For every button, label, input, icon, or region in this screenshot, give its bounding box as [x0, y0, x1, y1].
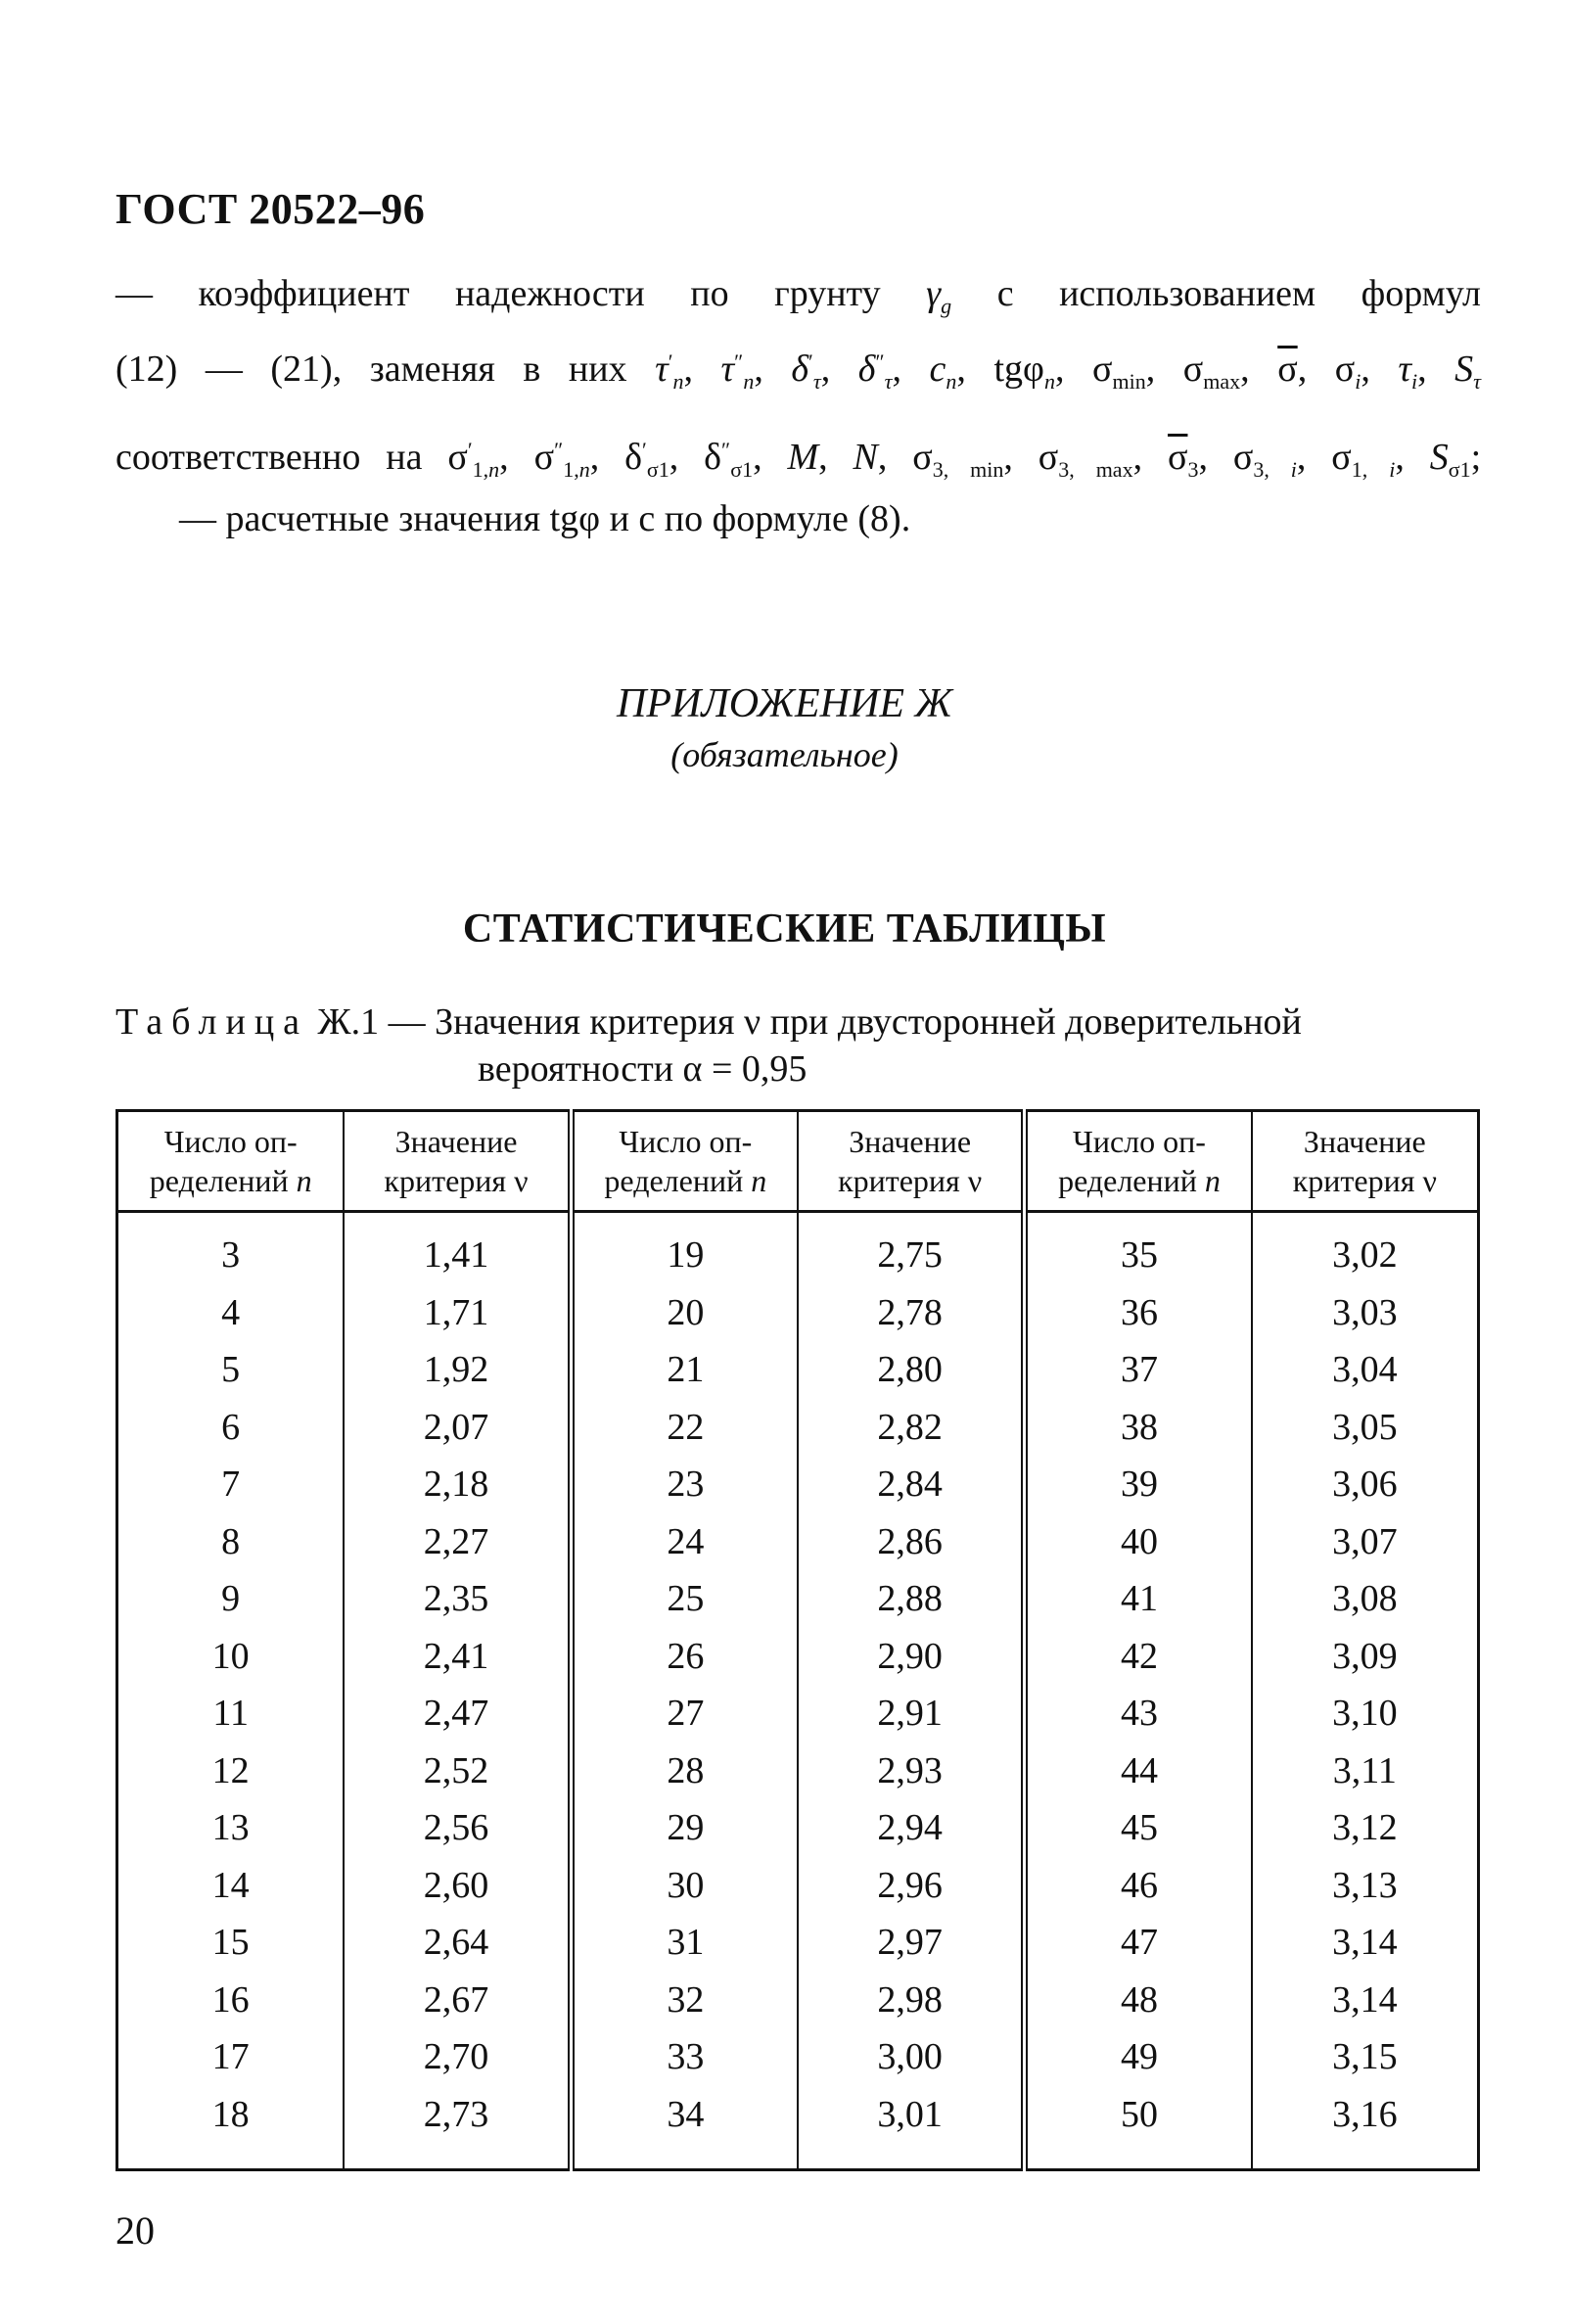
cell-determinations-count: 49	[1025, 2028, 1252, 2086]
table-row	[117, 2028, 1479, 2086]
statistics-table	[115, 1109, 1480, 2171]
cell-determinations-count: 16	[211, 1978, 250, 2021]
cell-determinations-count: 45	[1025, 1799, 1252, 1857]
table-row	[117, 1685, 1479, 1743]
cell-determinations-count: 44	[1025, 1743, 1252, 1800]
paragraph-text: (12) — (21), заменяя в них	[115, 349, 627, 390]
cell-criterion-value: 2,47	[344, 1685, 571, 1743]
cell-determinations-count: 28	[571, 1743, 798, 1800]
cell-determinations-count: 24	[571, 1513, 798, 1571]
cell-determinations-count: 17	[211, 2036, 250, 2078]
paragraph-reliability-coefficient: — коэффициент надежности по грунту $\gamma_g$ с использованием формул	[115, 273, 1482, 318]
table-row	[117, 1799, 1479, 1857]
cell-determinations-count: 27	[571, 1685, 798, 1743]
cell-criterion-value: 2,97	[798, 1914, 1025, 1972]
cell-criterion-value: 2,35	[344, 1570, 571, 1628]
cell-determinations-count: 40	[1025, 1513, 1252, 1571]
paragraph-calculated-values: — расчетные значения tgφ и c по формуле (8).	[179, 498, 911, 539]
cell-determinations-count: 7	[221, 1464, 241, 1506]
cell-criterion-value: 2,60	[344, 1857, 571, 1915]
cell-determinations-count: 29	[571, 1799, 798, 1857]
table-row	[117, 1972, 1479, 2029]
cell-criterion-value: 3,13	[1252, 1857, 1479, 1915]
cell-determinations-count: 46	[1025, 1857, 1252, 1915]
table-header-cell: Значение критерия ν	[1252, 1111, 1479, 1212]
cell-criterion-value: 3,06	[1252, 1456, 1479, 1513]
table-caption-text: Ж.1 — Значения критерия ν при двусторонней доверительной	[317, 1001, 1302, 1043]
cell-criterion-value: 2,07	[344, 1399, 571, 1457]
cell-criterion-value: 2,86	[798, 1513, 1025, 1571]
cell-criterion-value: 3,00	[798, 2028, 1025, 2086]
cell-criterion-value: 2,82	[798, 1399, 1025, 1457]
cell-determinations-count: 21	[571, 1341, 798, 1399]
table-header-cell: Число оп- ределений n	[117, 1111, 345, 1212]
document-header: ГОСТ 20522–96	[115, 185, 426, 233]
cell-determinations-count: 30	[571, 1857, 798, 1915]
cell-criterion-value: 2,70	[344, 2028, 571, 2086]
cell-determinations-count: 25	[571, 1570, 798, 1628]
table-header-cell: Значение критерия ν	[798, 1111, 1025, 1212]
cell-determinations-count: 35	[1025, 1212, 1252, 1284]
cell-criterion-value: 2,67	[344, 1972, 571, 2029]
cell-determinations-count: 14	[211, 1864, 250, 1906]
cell-determinations-count: 10	[211, 1635, 250, 1677]
cell-determinations-count: 36	[1025, 1284, 1252, 1342]
cell-criterion-value: 3,14	[1252, 1972, 1479, 2029]
table-row	[117, 2086, 1479, 2170]
cell-criterion-value: 2,56	[344, 1799, 571, 1857]
cell-determinations-count: 3	[221, 1234, 241, 1277]
cell-criterion-value: 2,18	[344, 1456, 571, 1513]
table-caption-text-line2: вероятности α = 0,95	[478, 1048, 808, 1090]
cell-criterion-value: 2,91	[798, 1685, 1025, 1743]
cell-determinations-count: 38	[1025, 1399, 1252, 1457]
cell-determinations-count: 41	[1025, 1570, 1252, 1628]
table-header-row	[117, 1111, 1479, 1212]
table-row	[117, 1570, 1479, 1628]
cell-criterion-value: 2,96	[798, 1857, 1025, 1915]
cell-criterion-value: 2,90	[798, 1628, 1025, 1686]
table-header-cell: Число оп- ределений n	[571, 1111, 798, 1212]
cell-criterion-value: 2,52	[344, 1743, 571, 1800]
cell-determinations-count: 23	[571, 1456, 798, 1513]
cell-determinations-count: 19	[571, 1212, 798, 1284]
cell-determinations-count: 9	[221, 1578, 241, 1620]
table-row	[117, 1743, 1479, 1800]
cell-determinations-count: 22	[571, 1399, 798, 1457]
section-title: СТАТИСТИЧЕСКИЕ ТАБЛИЦЫ	[462, 906, 1107, 952]
table-row	[117, 1628, 1479, 1686]
cell-determinations-count: 8	[221, 1520, 241, 1562]
appendix-title: ПРИЛОЖЕНИЕ Ж	[617, 681, 952, 726]
cell-criterion-value: 2,88	[798, 1570, 1025, 1628]
cell-determinations-count: 48	[1025, 1972, 1252, 2029]
cell-determinations-count: 33	[571, 2028, 798, 2086]
cell-criterion-value: 3,07	[1252, 1513, 1479, 1571]
cell-criterion-value: 3,15	[1252, 2028, 1479, 2086]
cell-criterion-value: 3,01	[798, 2086, 1025, 2170]
cell-criterion-value: 2,98	[798, 1972, 1025, 2029]
cell-criterion-value: 3,04	[1252, 1341, 1479, 1399]
table-row	[117, 1284, 1479, 1342]
cell-criterion-value: 3,09	[1252, 1628, 1479, 1686]
cell-determinations-count: 42	[1025, 1628, 1252, 1686]
cell-determinations-count: 20	[571, 1284, 798, 1342]
table-row	[117, 1914, 1479, 1972]
appendix-subtitle: (обязательное)	[670, 735, 899, 774]
cell-criterion-value: 3,03	[1252, 1284, 1479, 1342]
cell-criterion-value: 1,71	[344, 1284, 571, 1342]
table-row	[117, 1212, 1479, 1284]
paragraph-respectively: соответственно на $\sigma'_{1,n}$, $\sigma''_{1,n}$, $\delta'_{\sigma 1}$, $\delta''_{\sigma 1}$, M, N, $\sigma_{3, min}$, $\sigma_{3, max}$, $\overline{\sigma}_3$, $\sigma_{3, i}$, $\sigma_{1, i}$, $S_{\sigma 1}$;	[115, 437, 1482, 482]
cell-determinations-count: 6	[221, 1406, 241, 1448]
paragraph-text: — коэффициент надежности по грунту	[115, 273, 881, 314]
paragraph-text: соответственно на	[115, 437, 423, 478]
cell-determinations-count: 37	[1025, 1341, 1252, 1399]
cell-determinations-count: 15	[211, 1922, 250, 1964]
table-header-cell: Число оп- ределений n	[1025, 1111, 1252, 1212]
page-number: 20	[115, 2208, 155, 2253]
cell-criterion-value: 2,93	[798, 1743, 1025, 1800]
cell-determinations-count: 31	[571, 1914, 798, 1972]
cell-determinations-count: 12	[211, 1749, 250, 1791]
cell-criterion-value: 2,80	[798, 1341, 1025, 1399]
table-row	[117, 1513, 1479, 1571]
cell-determinations-count: 13	[211, 1807, 250, 1849]
paragraph-formula-replacement: (12) — (21), заменяя в них $\tau'_n$, $\tau''_n$, $\delta'_\tau$, $\delta''_\tau$, $c_n$, tgφ$_n$, $\sigma_{min}$, $\sigma_{max}$, $\overline{\sigma}$, $\sigma_i$, $\tau_i$, $S_\tau$	[115, 349, 1482, 394]
cell-criterion-value: 3,14	[1252, 1914, 1479, 1972]
cell-determinations-count: 47	[1025, 1914, 1252, 1972]
table-row	[117, 1456, 1479, 1513]
cell-determinations-count: 18	[211, 2093, 250, 2135]
cell-criterion-value: 1,92	[344, 1341, 571, 1399]
cell-determinations-count: 39	[1025, 1456, 1252, 1513]
cell-criterion-value: 3,10	[1252, 1685, 1479, 1743]
cell-criterion-value: 1,41	[344, 1212, 571, 1284]
table-row	[117, 1857, 1479, 1915]
cell-determinations-count: 11	[212, 1693, 249, 1735]
cell-criterion-value: 2,84	[798, 1456, 1025, 1513]
table-caption	[115, 999, 1486, 1092]
cell-criterion-value: 3,08	[1252, 1570, 1479, 1628]
table-row	[117, 1399, 1479, 1457]
cell-criterion-value: 2,64	[344, 1914, 571, 1972]
cell-criterion-value: 3,16	[1252, 2086, 1479, 2170]
cell-criterion-value: 2,78	[798, 1284, 1025, 1342]
cell-criterion-value: 3,05	[1252, 1399, 1479, 1457]
cell-criterion-value: 3,11	[1252, 1743, 1479, 1800]
cell-criterion-value: 3,12	[1252, 1799, 1479, 1857]
cell-determinations-count: 43	[1025, 1685, 1252, 1743]
paragraph-text: с использованием формул	[996, 273, 1482, 314]
cell-criterion-value: 3,02	[1252, 1212, 1479, 1284]
cell-determinations-count: 4	[221, 1291, 241, 1333]
cell-criterion-value: 2,75	[798, 1212, 1025, 1284]
cell-determinations-count: 26	[571, 1628, 798, 1686]
cell-criterion-value: 2,94	[798, 1799, 1025, 1857]
table-caption-label: Таблица	[115, 1001, 309, 1043]
cell-criterion-value: 2,73	[344, 2086, 571, 2170]
cell-criterion-value: 2,41	[344, 1628, 571, 1686]
cell-determinations-count: 50	[1025, 2086, 1252, 2170]
cell-determinations-count: 34	[571, 2086, 798, 2170]
table-body	[117, 1212, 1479, 2170]
cell-determinations-count: 32	[571, 1972, 798, 2029]
table-header-cell: Значение критерия ν	[344, 1111, 571, 1212]
cell-determinations-count: 5	[221, 1349, 241, 1391]
cell-criterion-value: 2,27	[344, 1513, 571, 1571]
table-row	[117, 1341, 1479, 1399]
